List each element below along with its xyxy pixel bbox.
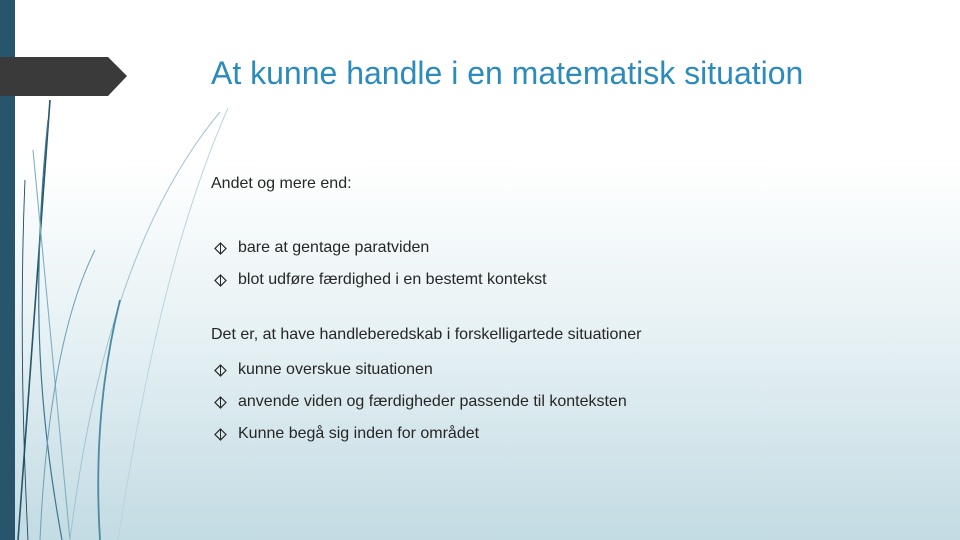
bullet-item — [211, 354, 931, 386]
diamond-bullet-icon — [214, 428, 227, 441]
slide-body — [211, 172, 931, 450]
bullet-text: blot udføre færdighed i en bestemt kontekst — [238, 271, 547, 288]
diamond-bullet-icon — [214, 242, 227, 255]
bullet-text: bare at gentage paratviden — [238, 239, 430, 256]
bullet-item — [211, 264, 931, 296]
diamond-bullet-icon — [214, 396, 227, 409]
intro-text: Andet og mere end: — [211, 175, 352, 192]
bullet-text: kunne overskue situationen — [238, 361, 433, 378]
bullet-list-1 — [211, 232, 931, 296]
diamond-bullet-icon — [214, 364, 227, 377]
bullet-text: Kunne begå sig inden for området — [238, 425, 480, 442]
diamond-bullet-icon — [214, 274, 227, 287]
bullet-text: anvende viden og færdigheder passende til konteksten — [238, 393, 627, 410]
bullet-item — [211, 386, 931, 418]
statement-text: Det er, at have handleberedskab i forskelligartede situationer — [211, 326, 642, 343]
title-tab-shape — [0, 0, 140, 150]
bullet-item — [211, 418, 931, 450]
slide-title: At kunne handle i en matematisk situation — [211, 55, 804, 91]
bullet-item — [211, 232, 931, 264]
bullet-list-2 — [211, 354, 931, 450]
